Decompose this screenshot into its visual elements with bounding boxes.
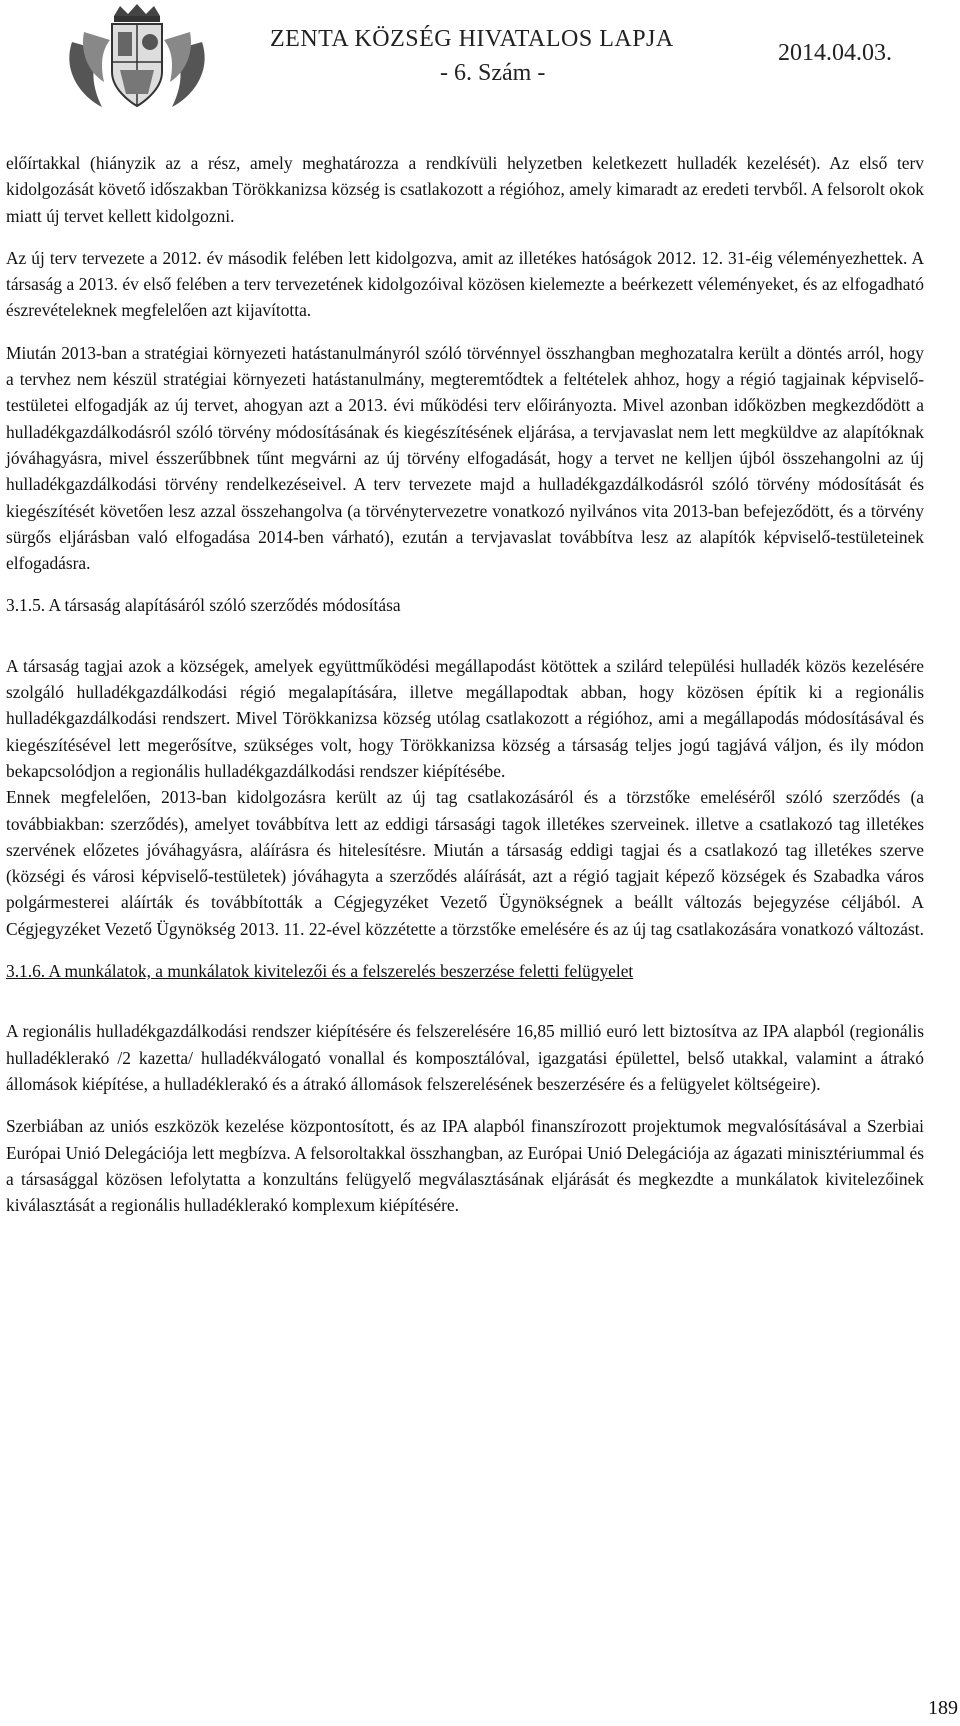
page-number: 189 [928,1697,958,1719]
coat-of-arms-icon [62,2,212,114]
publication-title: ZENTA KÖZSÉG HIVATALOS LAPJA [270,26,674,52]
section-heading: 3.1.6. A munkálatok, a munkálatok kivitelezői és a felszerelés beszerzése feletti felügyelet [6,961,634,982]
document-body [6,150,924,1218]
paragraph: Szerbiában az uniós eszközök kezelése központosított, és az IPA alapból finanszírozott projektumok megvalósításával a Szerbiai Európai Unió Delegációja lett megbízva. A felsoroltakkal összhangban, az Európai Unió Delegációja az ágazati minisztériummal és a társasággal közösen lefolytatta a konzultáns felügyelő megválasztásának eljárását és megkezdte a munkálatok kivitelezőinek kiválasztását a regionális hulladéklerakó komplexum kiépítésére. [6,1116,924,1216]
paragraph: Ennek megfelelően, 2013-ban kidolgozásra került az új tag csatlakozásáról és a törzstőke emeléséről szóló szerződés (a továbbiakban: szerződés), amelyet továbbítva lett az eddigi társasági tagok illetékes szerveinek. illetve a csatlakozó tag illetékes szervének előzetes jóváhagyásra, aláírásra és hitelesítésre. Miután a társaság eddigi tagjai és a csatlakozó tag illetékes szerve (községi és városi képviselő-testületek) jóváhagyta a szerződés aláírását, azt a régió tagjait képező községek és Szabadka város polgármesterei aláírták és továbbították a Cégjegyzéket Vezető Ügynökségnek a beállt változás bejegyzése céljából. A Cégjegyzéket Vezető Ügynökség 2013. 11. 22-ével közzétette a törzstőke emelésére és az új tag csatlakozására vonatkozó változást. [6,787,924,939]
publication-date: 2014.04.03. [778,40,892,66]
paragraph: A társaság tagjai azok a községek, amelyek együttműködési megállapodást kötöttek a szilárd települési hulladék közös kezelésére szolgáló hulladékgazdálkodási régió megalapítására, illetve megállapodtak abban, hogy közösen építik ki a regionális hulladékgazdálkodási rendszert. Mivel Törökkanizsa község utólag csatlakozott a régióhoz, ami a megállapodás módosításával és kiegészítésével lett megerősítve, szükséges volt, hogy Törökkanizsa község a társaság teljes jogú tagjává váljon, és ily módon bekapcsolódjon a regionális hulladékgazdálkodási rendszer kiépítésébe. [6,655,924,781]
paragraph: A regionális hulladékgazdálkodási rendszer kiépítésére és felszerelésére 16,85 millió euró lett biztosítva az IPA alapból (regionális hulladéklerakó /2 kazetta/ hulladékválogató vonallal és komposztálóval, igazgatási épülettel, belső utakkal, valamint a átrakó állomások kiépítése, a hulladéklerakó és a átrakó állomások felszerelésének beszerzésére és a felügyelet költségeire). [6,1021,924,1094]
paragraph: előírtakkal (hiányzik az a rész, amely meghatározza a rendkívüli helyzetben keletkezett hulladék kezelését). Az első terv kidolgozását követő időszakban Törökkanizsa község is csatlakozott a régióhoz, amely kimaradt az eredeti tervből. A felsorolt okok miatt új tervet kellett kidolgozni. [6,153,924,226]
section-heading: 3.1.5. A társaság alapításáról szóló szerződés módosítása [6,595,401,616]
issue-number: - 6. Szám - [440,60,546,86]
page-header [0,0,960,118]
paragraph: Miután 2013-ban a stratégiai környezeti hatástanulmányról szóló törvénnyel összhangban meghozatalra került a döntés arról, hogy a tervhez nem készül stratégiai környezeti hatástanulmány, megteremtődtek a feltételek ahhoz, hogy a régió tagjainak képviselő-testületei elfogadják az új tervet, ahogyan azt a 2013. évi működési terv előirányozta. Mivel azonban időközben megkezdődött a hulladékgazdálkodásról szóló törvény módosításának és kiegészítésének eljárása, a tervjavaslat nem lett megküldve az alapítóknak jóváhagyásra, mivel ésszerűbbnek tűnt megvárni az új törvény elfogadását, hogy a tervet ne kelljen újból összehangolni az új hulladékgazdálkodási törvény rendelkezéseivel. A terv tervezete majd a hulladékgazdálkodásról szóló törvény módosítását és kiegészítését követően lesz azzal összehangolva (a törvénytervezetre vonatkozó nyilvános vita 2013-ban befejeződött, és a törvény sürgős eljárásban való elfogadása 2014-ben várható), ezután a tervjavaslat továbbítva lesz az alapítók képviselő-testületeinek elfogadásra. [6,342,924,574]
paragraph: Az új terv tervezete a 2012. év második felében lett kidolgozva, amit az illetékes hatóságok 2012. 12. 31-éig véleményezhettek. A társaság a 2013. év első felében a terv tervezetének kidolgozóival közösen kielemezte a beérkezett véleményeket, és az elfogadható észrevételeknek megfelelően azt kijavította. [6,247,924,321]
